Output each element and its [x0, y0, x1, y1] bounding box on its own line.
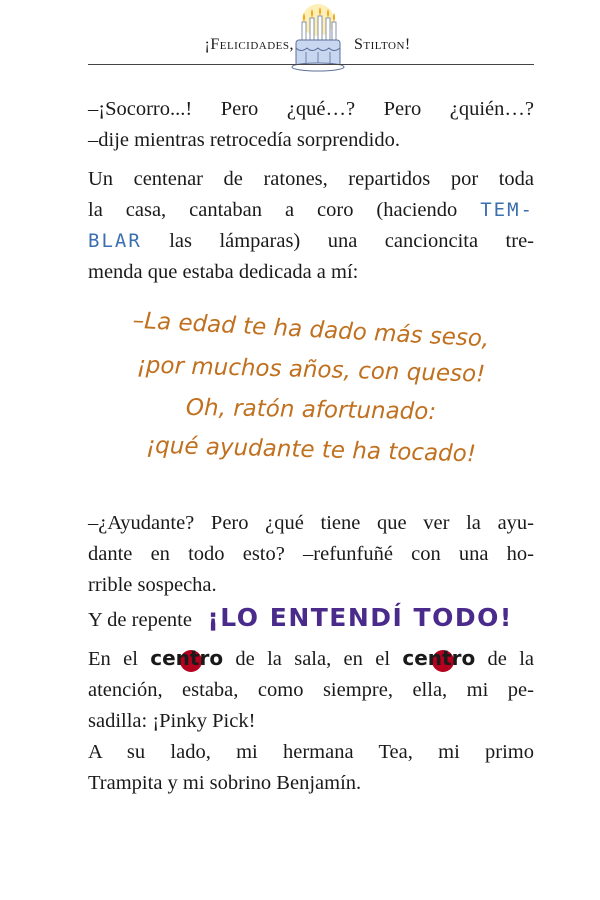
centro-label: centro [150, 646, 224, 670]
paragraph-a-su-lado [88, 737, 534, 799]
centro-word-2 [402, 646, 475, 670]
paragraph-de-repente [88, 602, 534, 636]
text-line [88, 602, 534, 636]
header-title-left: ¡Felicidades, [204, 36, 294, 53]
birthday-cake-icon [286, 4, 350, 76]
text-line: –¡Socorro...! Pero ¿qué…? Pero ¿quién…? [88, 98, 534, 120]
song-line: ¡qué ayudante te ha tocado! [145, 432, 477, 468]
paragraph-socorro [88, 94, 534, 156]
paragraph-centro [88, 643, 534, 737]
text-line: atención, estaba, como siempre, ella, mi pe- [88, 679, 534, 701]
song-line: Oh, ratón afortunado: [185, 394, 437, 426]
text-segment: la casa, cantaban a coro (haciendo [88, 199, 458, 221]
text-line [88, 643, 534, 675]
text-line: dante en todo esto? –refunfuñé con una ho- [88, 543, 534, 565]
text-line: rrible sospecha. [88, 574, 217, 596]
text-segment: Y de repente [88, 609, 192, 631]
text-line: Un centenar de ratones, repartidos por toda [88, 168, 534, 190]
text-line: menda que estaba dedicada a mí: [88, 261, 359, 283]
tremble-word-part2: BLAR [88, 230, 142, 252]
running-header [88, 0, 534, 70]
text-segment: las lámparas) una cancioncita tre- [169, 230, 534, 252]
text-line: Trampita y mi sobrino Benjamín. [88, 772, 362, 794]
song-line: ¡por muchos años, con queso! [136, 352, 486, 388]
centro-label: centro [402, 646, 476, 670]
paragraph-ayudante [88, 508, 534, 601]
header-title-right: Stilton! [354, 36, 411, 53]
header-divider [88, 64, 534, 65]
song-line: –La edad te ha dado más seso, [132, 307, 490, 353]
paragraph-centenar [88, 164, 534, 288]
text-segment: En el [88, 648, 138, 670]
tremble-word-part1: TEM- [480, 199, 534, 221]
emphasis-lo-entendi: ¡LO ENTENDÍ TODO! [207, 603, 513, 632]
text-line: –¿Ayudante? Pero ¿qué tiene que ver la ayu- [88, 512, 534, 534]
text-line: –dije mientras retrocedía sorprendido. [88, 129, 400, 151]
text-segment: de la sala, en el [235, 648, 391, 670]
text-line [88, 195, 534, 226]
text-line: sadilla: ¡Pinky Pick! [88, 710, 256, 732]
text-segment: de la [487, 648, 535, 670]
birthday-song [88, 307, 534, 470]
text-line [88, 226, 534, 257]
centro-word-1 [150, 646, 223, 670]
text-line: A su lado, mi hermana Tea, mi primo [88, 741, 534, 763]
